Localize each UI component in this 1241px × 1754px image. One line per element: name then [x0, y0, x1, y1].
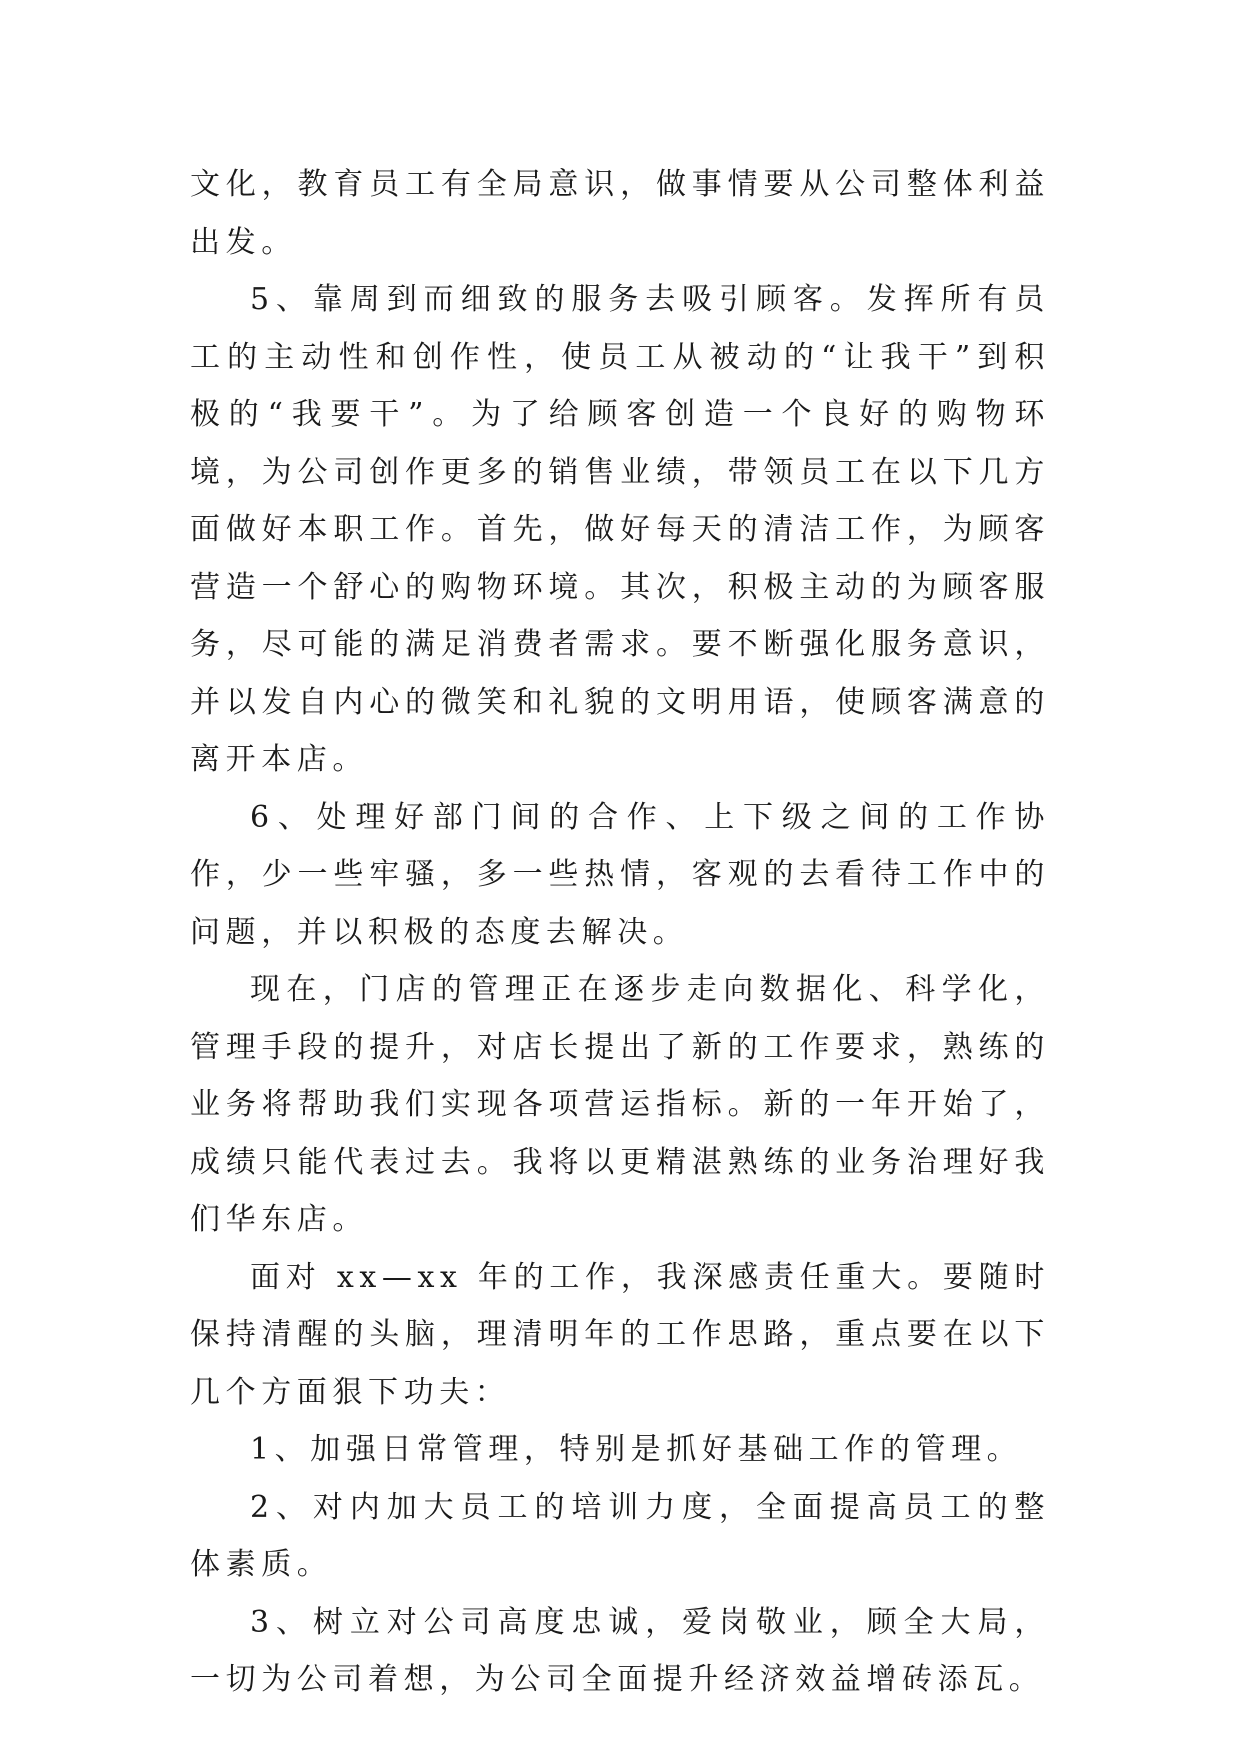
paragraph-3: 6、处理好部门间的合作、上下级之间的工作协作，少一些牢骚，多一些热情，客观的去看待工作中的问题，并以积极的态度去解决。	[190, 799, 1050, 950]
document-body	[190, 156, 1050, 1709]
paragraph-8: 3、树立对公司高度忠诚，爱岗敬业，顾全大局，一切为公司着想，为公司全面提升经济效益增砖添瓦。	[190, 1604, 1050, 1697]
paragraph-2: 5、靠周到而细致的服务去吸引顾客。发挥所有员工的主动性和创作性，使员工从被动的“让我干”到积极的“我要干”。为了给顾客创造一个良好的购物环境，为公司创作更多的销售业绩，带领员工在以下几方面做好本职工作。首先，做好每天的清洁工作，为顾客营造一个舒心的购物环境。其次，积极主动的为顾客服务，尽可能的满足消费者需求。要不断强化服务意识，并以发自内心的微笑和礼貌的文明用语，使顾客满意的离开本店。	[190, 282, 1050, 777]
paragraph-7: 2、对内加大员工的培训力度，全面提高员工的整体素质。	[190, 1489, 1050, 1582]
paragraph-1: 文化，教育员工有全局意识，做事情要从公司整体利益出发。	[190, 167, 1050, 260]
paragraph-6: 1、加强日常管理，特别是抓好基础工作的管理。	[250, 1432, 1023, 1467]
paragraph-4: 现在，门店的管理正在逐步走向数据化、科学化，管理手段的提升，对店长提出了新的工作要求，熟练的业务将帮助我们实现各项营运指标。新的一年开始了，成绩只能代表过去。我将以更精湛熟练的业务治理好我们华东店。	[190, 972, 1050, 1237]
paragraph-5: 面对 xx—xx 年的工作，我深感责任重大。要随时保持清醒的头脑，理清明年的工作思路，重点要在以下几个方面狠下功夫：	[190, 1259, 1050, 1410]
